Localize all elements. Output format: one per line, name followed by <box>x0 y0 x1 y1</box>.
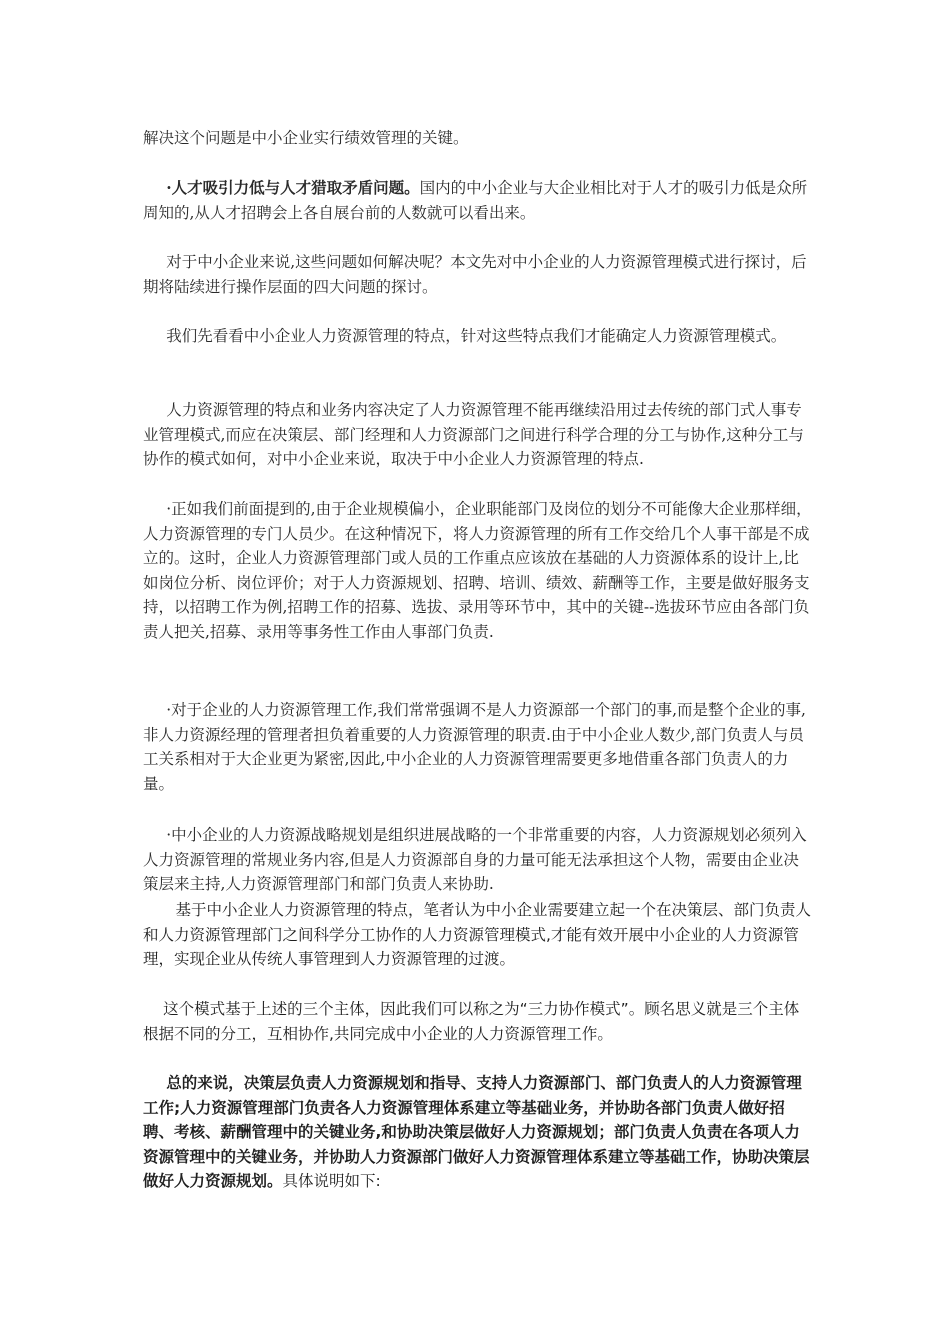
paragraph-2-text: 国内的中小企业与大企业相比对于人才的吸引力低是众所周知的,从人才招聘会上各自展台前的人数就可以看出来。 <box>143 179 808 222</box>
paragraph-11 <box>143 1071 813 1194</box>
paragraph-6-text: ·正如我们前面提到的,由于企业规模偏小，企业职能部门及岗位的划分不可能像大企业那样细，人力资源管理的专门人员少。在这种情况下，将人力资源管理的所有工作交给几个人事干部是不成立的。这时，企业人力资源管理部门或人员的工作重点应该放在基础的人力资源体系的设计上,比如岗位分析、岗位评价；对于人力资源规划、招聘、培训、绩效、薪酬等工作，主要是做好服务支持，以招聘工作为例,招聘工作的招募、选拔、录用等环节中，其中的关键--选拔环节应由各部门负责人把关,招募、录用等事务性工作由人事部门负责. <box>143 500 812 641</box>
paragraph-3 <box>143 250 813 299</box>
paragraph-8 <box>143 823 813 897</box>
paragraph-1 <box>143 126 813 151</box>
paragraph-5-text: 人力资源管理的特点和业务内容决定了人力资源管理不能再继续沿用过去传统的部门式人事专业管理模式,而应在决策层、部门经理和人力资源部门之间进行科学合理的分工与协作,这种分工与协作的模式如何，对中小企业来说，取决于中小企业人力资源管理的特点. <box>143 401 804 468</box>
paragraph-9-text: 基于中小企业人力资源管理的特点，笔者认为中小企业需要建立起一个在决策层、部门负责人和人力资源管理部门之间科学分工协作的人力资源管理模式,才能有效开展中小企业的人力资源管理，实现企业从传统人事管理到人力资源管理的过渡。 <box>143 901 812 968</box>
paragraph-8-text: ·中小企业的人力资源战略规划是组织进展战略的一个非常重要的内容，人力资源规划必须列入人力资源管理的常规业务内容,但是人力资源部自身的力量可能无法承担这个人物，需要由企业决策层来主持,人力资源管理部门和部门负责人来协助. <box>143 826 807 893</box>
paragraph-2-heading: ·人才吸引力低与人才猎取矛盾问题。 <box>166 178 420 197</box>
paragraph-1-text: 解决这个问题是中小企业实行绩效管理的关键。 <box>143 129 469 147</box>
paragraph-10-text: 这个模式基于上述的三个主体，因此我们可以称之为“三力协作模式”。顾名思义就是三个主体根据不同的分工，互相协作,共同完成中小企业的人力资源管理工作。 <box>143 1000 800 1043</box>
paragraph-11-text: 具体说明如下: <box>282 1172 381 1190</box>
paragraph-10 <box>143 997 813 1046</box>
paragraph-2 <box>143 176 813 225</box>
paragraph-4-text: 我们先看看中小企业人力资源管理的特点，针对这些特点我们才能确定人力资源管理模式。 <box>166 327 787 345</box>
paragraph-11-summary: 总的来说，决策层负责人力资源规划和指导、支持人力资源部门、部门负责人的人力资源管理工作;人力资源管理部门负责各人力资源管理体系建立等基础业务，并协助各部门负责人做好招聘、考核、薪酬管理中的关键业务,和协助决策层做好人力资源规划；部门负责人负责在各项人力资源管理中的关键业务，并协助人力资源部门做好人力资源管理体系建立等基础工作，协助决策层做好人力资源规划。 <box>143 1074 810 1190</box>
paragraph-9 <box>143 898 813 972</box>
paragraph-6 <box>143 497 813 644</box>
paragraph-3-text: 对于中小企业来说,这些问题如何解决呢？本文先对中小企业的人力资源管理模式进行探讨，后期将陆续进行操作层面的四大问题的探讨。 <box>143 253 807 296</box>
paragraph-5 <box>143 398 813 472</box>
paragraph-7 <box>143 698 813 796</box>
paragraph-4 <box>143 324 813 349</box>
paragraph-7-text: ·对于企业的人力资源管理工作,我们常常强调不是人力资源部一个部门的事,而是整个企业的事,非人力资源经理的管理者担负着重要的人力资源管理的职责.由于中小企业人数少,部门负责人与员工关系相对于大企业更为紧密,因此,中小企业的人力资源管理需要更多地借重各部门负责人的力量。 <box>143 701 806 793</box>
